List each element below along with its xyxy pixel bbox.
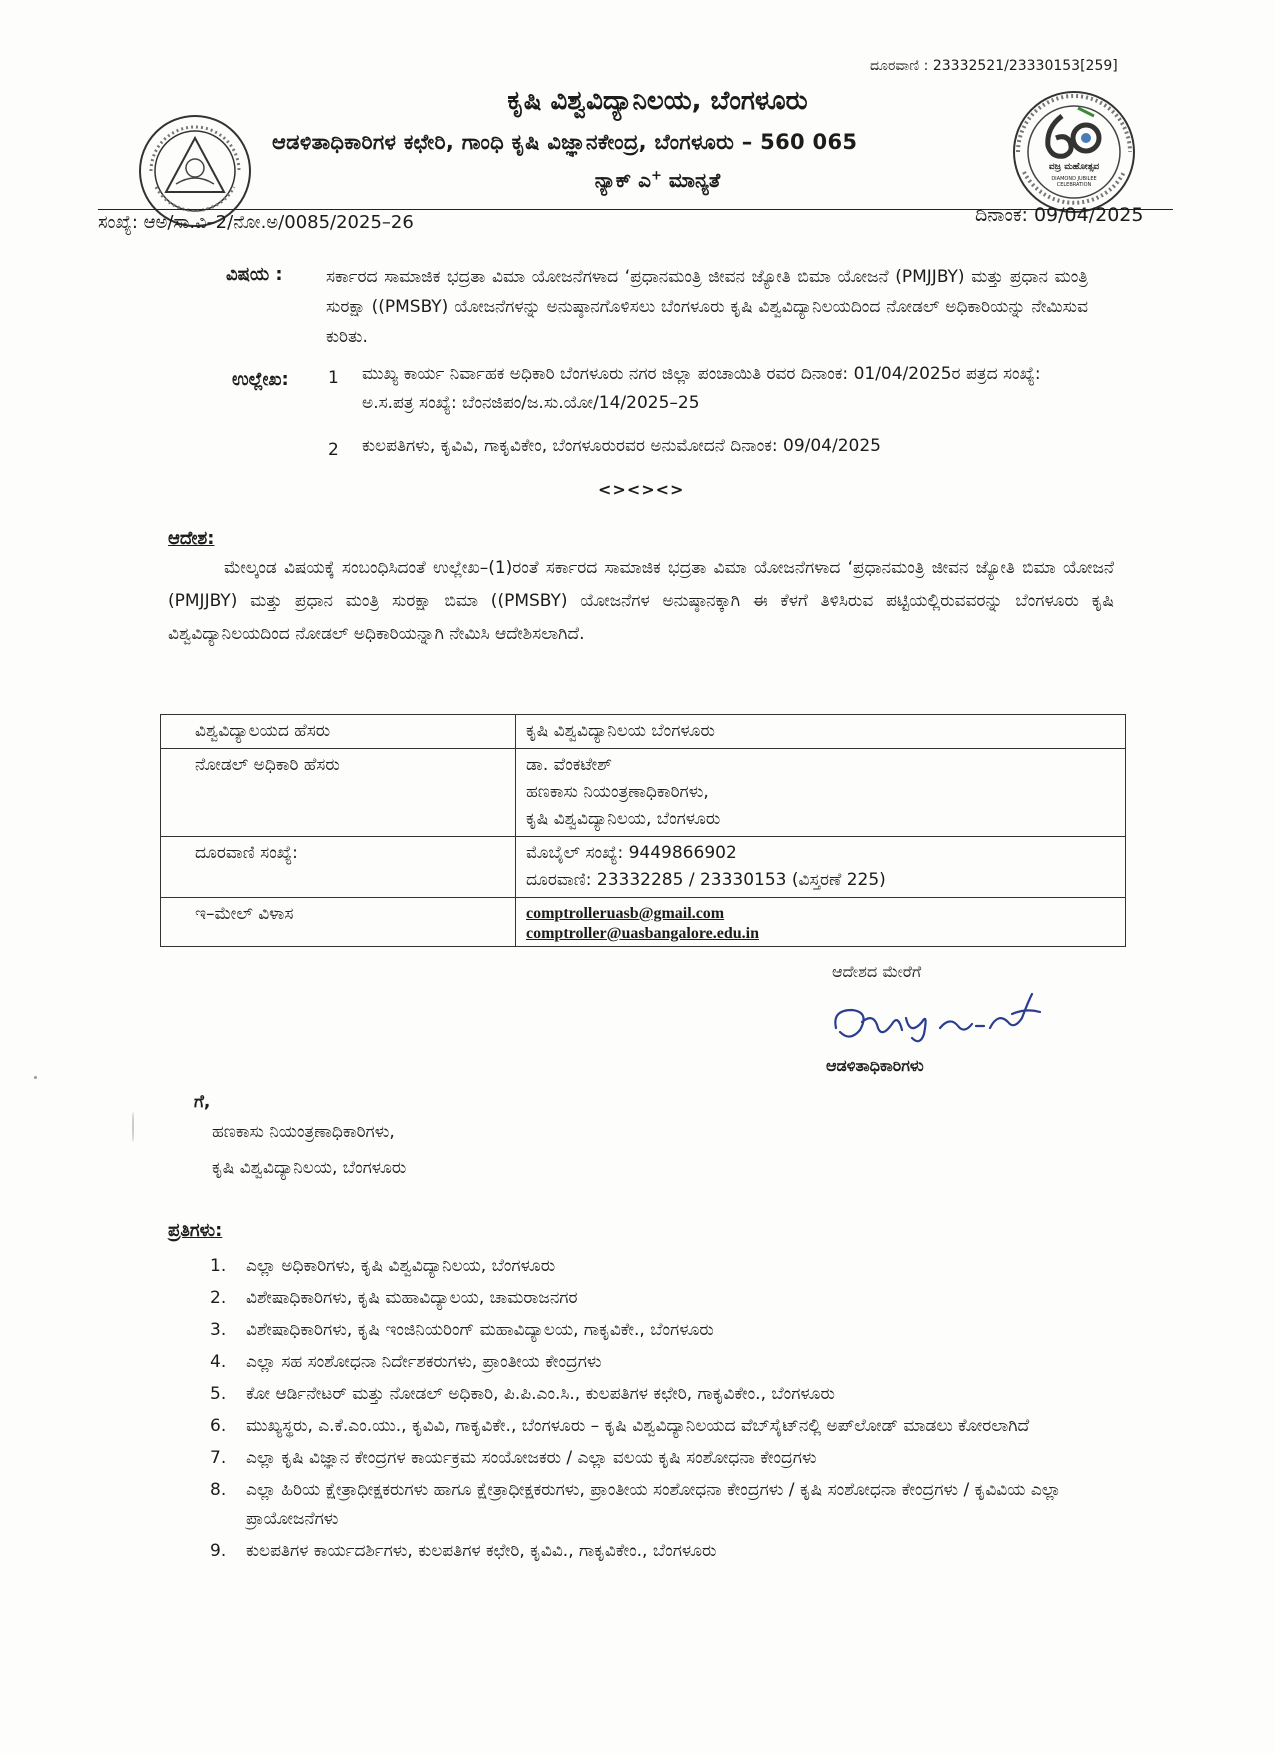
reference-number: ಸಂಖ್ಯೆ: ಆಅ/ಸಾ.ವಿ–2/ನೋ.ಅ/0085/2025–26	[98, 212, 414, 233]
copies-list	[210, 1252, 1090, 1569]
references-label: ಉಲ್ಲೇಖ:	[232, 369, 289, 390]
mobile-number: ಮೊಬೈಲ್ ಸಂಖ್ಯೆ: 9449866902	[526, 843, 737, 863]
recipient-line-1: ಹಣಕಾಸು ನಿಯಂತ್ರಣಾಧಿಕಾರಿಗಳು,	[212, 1122, 395, 1142]
registrar-designation: ಆಡಳಿತಾಧಿಕಾರಿಗಳು	[826, 1056, 924, 1075]
officer-designation: ಹಣಕಾಸು ನಿಯಂತ್ರಣಾಧಿಕಾರಿಗಳು,	[526, 782, 709, 802]
landline-number: ದೂರವಾಣಿ: 23332285 / 23330153 (ವಿಸ್ತರಣೆ 225)	[526, 870, 886, 890]
recipient-label: ಗೆ,	[194, 1092, 211, 1112]
copies-label: ಪ್ರತಿಗಳು:	[168, 1220, 223, 1241]
order-text: ಮೇಲ್ಕಂಡ ವಿಷಯಕ್ಕೆ ಸಂಬಂಧಿಸಿದಂತೆ ಉಲ್ಲೇಖ–(1)ರಂತೆ ಸರ್ಕಾರದ ಸಾಮಾಜಿಕ ಭದ್ರತಾ ವಿಮಾ ಯೋಜನೆಗಳಾದ ‘ಪ್ರಧಾನಮಂತ್ರಿ ಜೀವನ ಜ್ಯೋತಿ ಬಿಮಾ ಯೋಜನೆ (PMJJBY) ಮತ್ತು ಪ್ರಧಾನ ಮಂತ್ರಿ ಸುರಕ್ಷಾ ಬಿಮಾ ((PMSBY) ಯೋಜನೆಗಳ ಅನುಷ್ಠಾನಕ್ಕಾಗಿ ಈ ಕೆಳಗೆ ತಿಳಿಸಿರುವ ಪಟ್ಟಿಯಲ್ಲಿರುವವರನ್ನು ಬೆಂಗಳೂರು ಕೃಷಿ ವಿಶ್ವವಿದ್ಯಾನಿಲಯದಿಂದ ನೋಡಲ್ ಅಧಿಕಾರಿಯನ್ನಾಗಿ ನೇಮಿಸಿ ಆದೇಶಿಸಲಾಗಿದೆ.	[168, 558, 1114, 644]
order-label: ಆದೇಶ:	[168, 528, 215, 549]
nodal-officer-table	[160, 714, 1126, 947]
reference-number-1: 1	[328, 368, 339, 388]
list-item: 3. ವಿಶೇಷಾಧಿಕಾರಿಗಳು, ಕೃಷಿ ಇಂಜಿನಿಯರಿಂಗ್ ಮಹಾವಿದ್ಯಾಲಯ, ಗಾಕೃವಿಕೇ., ಬೆಂಗಳೂರು	[210, 1320, 714, 1340]
subject-label: ವಿಷಯ :	[226, 264, 283, 285]
office-address: ಆಡಳಿತಾಧಿಕಾರಿಗಳ ಕಛೇರಿ, ಗಾಂಧಿ ಕೃಷಿ ವಿಜ್ಞಾನಕೇಂದ್ರ, ಬೆಂಗಳೂರು – 560 065	[272, 130, 858, 154]
header-phone: ದೂರವಾಣಿ : 23332521/23330153[259]	[870, 58, 1118, 74]
naac-accreditation: ನ್ಯಾಕ್ ಎ+ ಮಾನ್ಯತೆ	[594, 168, 721, 192]
list-item: 9. ಕುಲಪತಿಗಳ ಕಾರ್ಯದರ್ಶಿಗಳು, ಕುಲಪತಿಗಳ ಕಛೇರಿ, ಕೃವಿವಿ., ಗಾಕೃವಿಕೇಂ., ಬೆಂಗಳೂರು	[210, 1541, 717, 1561]
emblem-caption: ವಜ್ರ ಮಹೋತ್ಸವ	[1048, 162, 1100, 172]
handwritten-signature-icon	[826, 988, 1056, 1058]
table-row	[161, 837, 1126, 898]
table-row	[161, 898, 1126, 947]
list-item: 5. ಕೋ ಆರ್ಡಿನೇಟರ್ ಮತ್ತು ನೋಡಲ್ ಅಧಿಕಾರಿ, ಪಿ.ಪಿ.ಎಂ.ಸಿ., ಕುಲಪತಿಗಳ ಕಛೇರಿ, ಗಾಕೃವಿಕೇಂ., ಬೆಂಗಳೂರು	[210, 1384, 835, 1404]
table-row	[161, 749, 1126, 837]
recipient-line-2: ಕೃಷಿ ವಿಶ್ವವಿದ್ಯಾನಿಲಯ, ಬೆಂಗಳೂರು	[212, 1158, 407, 1178]
section-separator: <><><>	[598, 480, 685, 499]
list-item: 7. ಎಲ್ಲಾ ಕೃಷಿ ವಿಜ್ಞಾನ ಕೇಂದ್ರಗಳ ಕಾರ್ಯಕ್ರಮ ಸಂಯೋಜಕರು / ಎಲ್ಲಾ ವಲಯ ಕೃಷಿ ಸಂಶೋಧನಾ ಕೇಂದ್ರಗಳು	[210, 1448, 817, 1468]
emblem-subcaption: DIAMOND JUBILEE CELEBRATION	[1051, 176, 1097, 188]
table-row	[161, 715, 1126, 749]
reference-text-2: ಕುಲಪತಿಗಳು, ಕೃವಿವಿ, ಗಾಕೃವಿಕೇಂ, ಬೆಂಗಳೂರುರವರ ಅನುಮೋದನೆ ದಿನಾಂಕ: 09/04/2025	[362, 436, 881, 456]
table-cell-value	[516, 898, 1126, 947]
email-link-2[interactable]: comptroller@uasbangalore.edu.in	[526, 925, 759, 942]
document-date: ದಿನಾಂಕ: 09/04/2025	[975, 204, 1144, 226]
subject-text: ಸರ್ಕಾರದ ಸಾಮಾಜಿಕ ಭದ್ರತಾ ವಿಮಾ ಯೋಜನೆಗಳಾದ ‘ಪ್ರಧಾನಮಂತ್ರಿ ಜೀವನ ಜ್ಯೋತಿ ಬಿಮಾ ಯೋಜನೆ (PMJJBY) ಮತ್ತು ಪ್ರಧಾನ ಮಂತ್ರಿ ಸುರಕ್ಷಾ ((PMSBY) ಯೋಜನೆಗಳನ್ನು ಅನುಷ್ಠಾನಗೊಳಿಸಲು ಬೆಂಗಳೂರು ಕೃಷಿ ವಿಶ್ವವಿದ್ಯಾನಿಲಯದಿಂದ ನೋಡಲ್ ಅಧಿಕಾರಿಯನ್ನು ನೇಮಿಸುವ ಕುರಿತು.	[326, 267, 1088, 347]
table-cell-label: ವಿಶ್ವವಿದ್ಯಾಲಯದ ಹೆಸರು	[161, 715, 516, 749]
table-cell-label: ನೋಡಲ್ ಅಧಿಕಾರಿ ಹೆಸರು	[161, 749, 516, 837]
list-item: 6. ಮುಖ್ಯಸ್ಥರು, ಎ.ಕೆ.ಎಂ.ಯು., ಕೃವಿವಿ, ಗಾಕೃವಿಕೇ., ಬೆಂಗಳೂರು – ಕೃಷಿ ವಿಶ್ವವಿದ್ಯಾನಿಲಯದ ವೆಬ್‌ಸೈಟ್‌ನಲ್ಲಿ ಅಪ್‌ಲೋಡ್ ಮಾಡಲು ಕೋರಲಾಗಿದೆ	[210, 1416, 1030, 1436]
table-cell-label: ಇ–ಮೇಲ್ ವಿಳಾಸ	[161, 898, 516, 947]
university-name: ಕೃಷಿ ವಿಶ್ವವಿದ್ಯಾನಿಲಯ, ಬೆಂಗಳೂರು	[507, 86, 808, 116]
scan-speck	[34, 1076, 37, 1079]
university-value: ಕೃಷಿ ವಿಶ್ವವಿದ್ಯಾನಿಲಯ ಬೆಂಗಳೂರು	[526, 721, 715, 741]
table-cell-value	[516, 749, 1126, 837]
table-cell-value	[516, 837, 1126, 898]
scan-speck	[132, 1112, 134, 1142]
reference-number-2: 2	[328, 440, 339, 460]
diamond-jubilee-emblem-icon	[1010, 88, 1128, 206]
table-cell-value	[516, 715, 1126, 749]
table-cell-label: ದೂರವಾಣಿ ಸಂಖ್ಯೆ:	[161, 837, 516, 898]
list-item: 4. ಎಲ್ಲಾ ಸಹ ಸಂಶೋಧನಾ ನಿರ್ದೇಶಕರುಗಳು, ಪ್ರಾಂತೀಯ ಕೇಂದ್ರಗಳು	[210, 1352, 602, 1372]
email-link-1[interactable]: comptrolleruasb@gmail.com	[526, 905, 725, 922]
list-item: 8. ಎಲ್ಲಾ ಹಿರಿಯ ಕ್ಷೇತ್ರಾಧೀಕ್ಷಕರುಗಳು ಹಾಗೂ ಕ್ಷೇತ್ರಾಧೀಕ್ಷಕರುಗಳು, ಪ್ರಾಂತೀಯ ಸಂಶೋಧನಾ ಕೇಂದ್ರಗಳು / ಕೃಷಿ ಸಂಶೋಧನಾ ಕೇಂದ್ರಗಳು / ಕೃವಿವಿಯ ಎಲ್ಲಾ ಪ್ರಾಯೋಜನೆಗಳು	[210, 1480, 1061, 1529]
reference-text-1: ಮುಖ್ಯ ಕಾರ್ಯ ನಿರ್ವಾಹಕ ಅಧಿಕಾರಿ ಬೆಂಗಳೂರು ನಗರ ಜಿಲ್ಲಾ ಪಂಚಾಯಿತಿ ರವರ ದಿನಾಂಕ: 01/04/2025ರ ಪತ್ರದ ಸಂಖ್ಯೆ: ಅ.ಸ.ಪತ್ರ ಸಂಖ್ಯೆ: ಬೆಂನಜಿಪಂ/ಜ.ಸು.ಯೋ/14/2025–25	[362, 364, 1041, 413]
officer-name: ಡಾ. ವೆಂಕಟೇಶ್	[526, 755, 612, 775]
list-item: 2. ವಿಶೇಷಾಧಿಕಾರಿಗಳು, ಕೃಷಿ ಮಹಾವಿದ್ಯಾಲಯ, ಚಾಮರಾಜನಗರ	[210, 1288, 578, 1308]
officer-institution: ಕೃಷಿ ವಿಶ್ವವಿದ್ಯಾನಿಲಯ, ಬೆಂಗಳೂರು	[526, 809, 721, 829]
by-order-text: ಆದೇಶದ ಮೇರೆಗೆ	[832, 962, 922, 981]
list-item: 1. ಎಲ್ಲಾ ಅಧಿಕಾರಿಗಳು, ಕೃಷಿ ವಿಶ್ವವಿದ್ಯಾನಿಲಯ, ಬೆಂಗಳೂರು	[210, 1256, 556, 1276]
